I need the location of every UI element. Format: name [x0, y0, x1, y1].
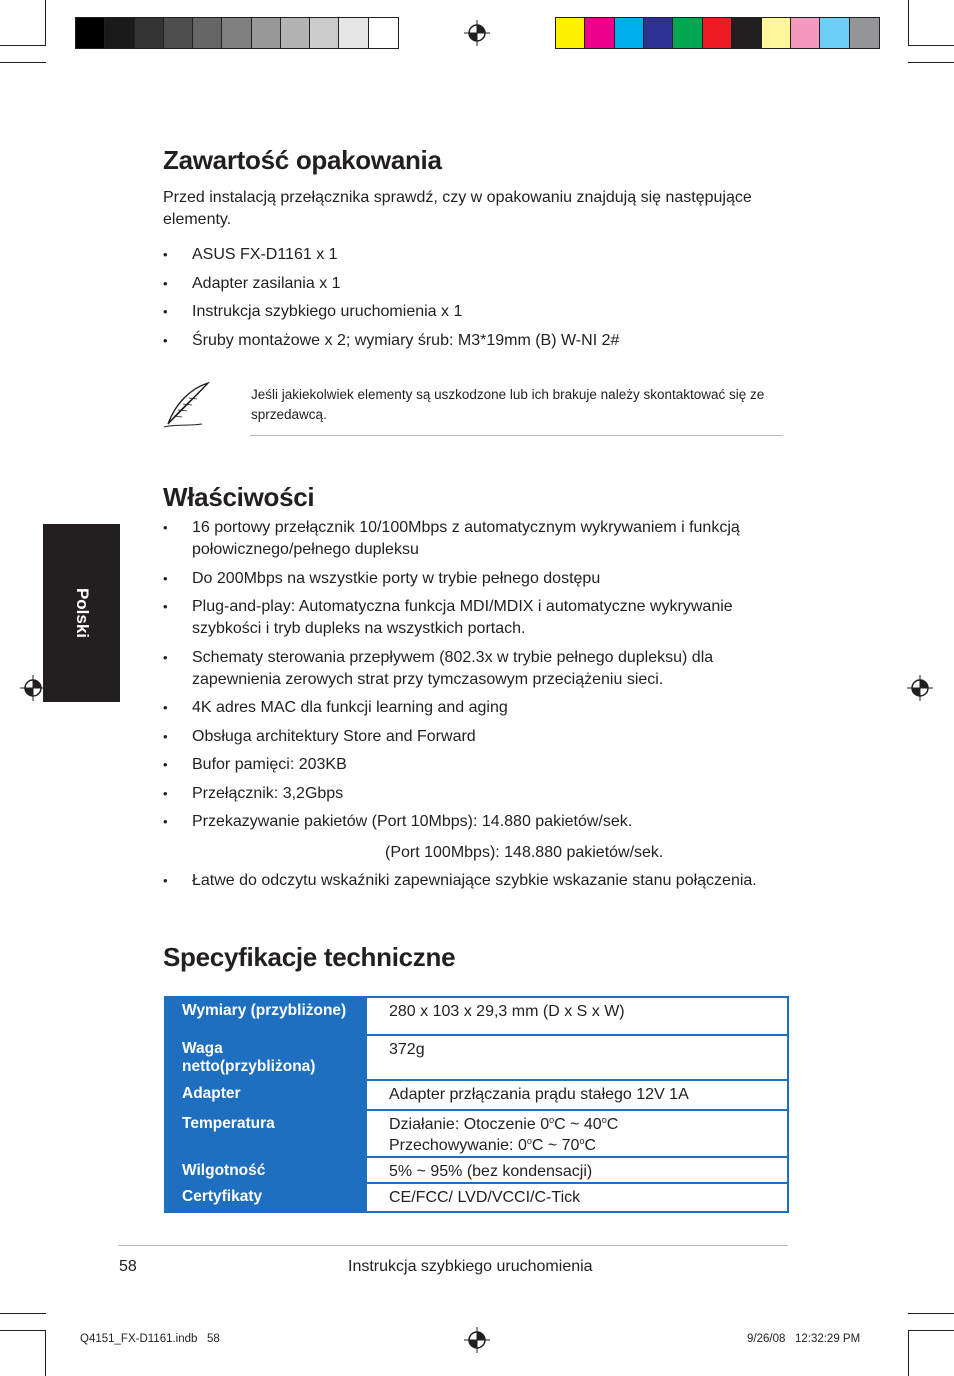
table-row — [166, 1184, 787, 1211]
color-swatch — [850, 18, 879, 48]
feather-pen-icon — [162, 380, 212, 430]
language-side-tab — [43, 524, 120, 702]
list-item-text: Obsługa architektury Store and Forward — [192, 727, 476, 745]
list-item-text: 4K adres MAC dla funkcji learning and aging — [192, 699, 508, 716]
color-swatch — [252, 18, 281, 48]
crop-mark — [0, 62, 46, 63]
spec-table — [164, 996, 789, 1213]
color-swatch — [820, 18, 849, 48]
color-swatch — [673, 18, 702, 48]
crop-mark — [908, 0, 909, 46]
crop-mark — [0, 1330, 46, 1331]
footer-title: Instrukcja szybkiego uruchomienia — [348, 1258, 593, 1275]
table-row — [166, 1036, 787, 1081]
color-swatch — [585, 18, 614, 48]
table-row — [166, 1081, 787, 1111]
spec-value: 280 x 103 x 29,3 mm (D x S x W) — [389, 1003, 625, 1020]
temperature-operating: Działanie: Otoczenie 0$^o$C ~ 40$^o$C — [389, 1115, 619, 1133]
list-item: • Śruby montażowe x 2; wymiary śrub: M3*19mm (B) W-NI 2# — [163, 331, 620, 349]
crop-mark — [908, 45, 954, 46]
footer-divider — [118, 1245, 788, 1246]
list-item-text: Bufor pamięci: 203KB — [192, 756, 347, 773]
list-item-text: ASUS FX-D1161 x 1 — [192, 246, 338, 263]
color-swatch — [222, 18, 251, 48]
list-item-text: Przekazywanie pakietów (Port 10Mbps): 14.880 pakietów/sek. — [192, 813, 633, 830]
crop-mark — [45, 0, 46, 46]
crop-mark — [908, 1330, 909, 1376]
crop-mark — [45, 1330, 46, 1376]
spec-value — [369, 1111, 787, 1156]
list-item: • Instrukcja szybkiego uruchomienia x 1 — [163, 303, 463, 320]
crop-mark — [0, 45, 46, 46]
color-swatch — [76, 18, 105, 48]
spec-key: Wymiary (przybliżone) — [166, 998, 369, 1034]
crop-mark — [908, 1313, 954, 1314]
spec-value: Adapter przłączania prądu stałego 12V 1A — [389, 1086, 689, 1103]
note-text: Jeśli jakiekolwiek elementy są uszkodzone lub ich brakuje należy skontaktować się ze sprzedawcą. — [251, 387, 765, 422]
list-item-text: Do 200Mbps na wszystkie porty w trybie pełnego dostępu — [192, 569, 601, 587]
table-row — [166, 998, 787, 1036]
list-item-text: Adapter zasilania x 1 — [192, 274, 341, 292]
list-item: • Schematy sterowania przepływem (802.3x w trybie pełnego dupleksu) dla zapewnienia zerowych strat przy tymczasowym przeciążeniu sieci. — [163, 648, 714, 688]
color-swatch — [105, 18, 134, 48]
temperature-storage: Przechowywanie: 0$^o$C ~ 70$^o$C — [389, 1136, 597, 1154]
color-swatch — [193, 18, 222, 48]
spec-key: Waga netto(przybliżona) — [166, 1036, 369, 1079]
spec-value: CE/FCC/ LVD/VCCI/C-Tick — [389, 1189, 581, 1206]
section-title-features: Właściwości — [163, 482, 315, 512]
list-item: • 16 portowy przełącznik 10/100Mbps z automatycznym wykrywaniem i funkcją połowicznego/pełnego dupleksu — [163, 519, 740, 558]
slug-timestamp: 9/26/08 12:32:29 PM — [747, 1333, 861, 1345]
features-list — [163, 517, 788, 840]
list-item: • ASUS FX-D1161 x 1 — [163, 246, 338, 263]
crop-mark — [0, 1313, 46, 1314]
list-item: • Adapter zasilania x 1 — [163, 274, 341, 292]
registration-mark-icon — [464, 1327, 490, 1353]
registration-mark-icon — [464, 20, 490, 46]
spec-key: Adapter — [166, 1081, 369, 1109]
color-swatch — [310, 18, 339, 48]
side-tab-label: Polski — [73, 587, 92, 639]
list-item-text: 16 portowy przełącznik 10/100Mbps z automatycznym wykrywaniem i funkcją połowicznego/pełnego dupleksu — [192, 519, 740, 558]
list-item: • Łatwe do odczytu wskaźniki zapewniające szybkie wskazanie stanu połączenia. — [163, 872, 757, 889]
list-item: • Bufor pamięci: 203KB — [163, 756, 347, 773]
section-title-contents: Zawartość opakowania — [163, 145, 442, 175]
color-swatch — [644, 18, 673, 48]
color-swatch — [732, 18, 761, 48]
note-divider — [250, 435, 783, 436]
crop-mark — [908, 62, 954, 63]
spec-value: 372g — [389, 1041, 425, 1058]
spec-key: Certyfikaty — [166, 1184, 369, 1211]
section-title-specs: Specyfikacje techniczne — [163, 942, 456, 972]
list-item-text: Łatwe do odczytu wskaźniki zapewniające szybkie wskazanie stanu połączenia. — [192, 872, 757, 889]
color-swatch — [556, 18, 585, 48]
list-item-text: Przełącznik: 3,2Gbps — [192, 784, 344, 802]
contents-list — [163, 244, 788, 358]
slug-file: Q4151_FX-D1161.indb 58 — [80, 1333, 220, 1345]
list-item: • Plug-and-play: Automatyczna funkcja MDI/MDIX i automatyczne wykrywanie szybkości i tryb dupleks na wszystkich portach. — [163, 598, 733, 637]
list-item: • 4K adres MAC dla funkcji learning and aging — [163, 699, 508, 716]
list-item-text: Śruby montażowe x 2; wymiary śrub: M3*19mm (B) W-NI 2# — [192, 331, 620, 349]
process-color-bar — [555, 17, 880, 49]
list-item-text: Instrukcja szybkiego uruchomienia x 1 — [192, 303, 463, 320]
list-item: • Do 200Mbps na wszystkie porty w trybie pełnego dostępu — [163, 569, 601, 587]
color-swatch — [703, 18, 732, 48]
list-item-text: Schematy sterowania przepływem (802.3x w trybie pełnego dupleksu) dla zapewnienia zerowych strat przy tymczasowym przeciążeniu sieci. — [192, 648, 714, 688]
color-swatch — [791, 18, 820, 48]
list-item: • Obsługa architektury Store and Forward — [163, 727, 476, 745]
color-swatch — [762, 18, 791, 48]
table-row — [166, 1111, 787, 1158]
color-swatch — [615, 18, 644, 48]
registration-mark-icon — [907, 675, 933, 701]
list-item-text: Plug-and-play: Automatyczna funkcja MDI/MDIX i automatyczne wykrywanie szybkości i tryb dupleks na wszystkich portach. — [192, 598, 733, 637]
forwarding-line-2: (Port 100Mbps): 148.880 pakietów/sek. — [385, 844, 664, 861]
grayscale-bar — [75, 17, 399, 49]
page-number: 58 — [119, 1258, 137, 1275]
list-item: • Przekazywanie pakietów (Port 10Mbps): 14.880 pakietów/sek. — [163, 813, 633, 830]
list-item: • Przełącznik: 3,2Gbps — [163, 784, 344, 802]
spec-key: Temperatura — [166, 1111, 369, 1156]
contents-intro: Przed instalacją przełącznika sprawdź, czy w opakowaniu znajdują się następujące elementy. — [163, 189, 752, 228]
spec-value: 5% ~ 95% (bez kondensacji) — [389, 1163, 593, 1180]
table-row — [166, 1158, 787, 1184]
color-swatch — [164, 18, 193, 48]
features-list-last — [163, 870, 788, 899]
color-swatch — [281, 18, 310, 48]
spec-key: Wilgotność — [166, 1158, 369, 1182]
color-swatch — [135, 18, 164, 48]
color-swatch — [369, 18, 398, 48]
crop-mark — [908, 1330, 954, 1331]
color-swatch — [339, 18, 368, 48]
